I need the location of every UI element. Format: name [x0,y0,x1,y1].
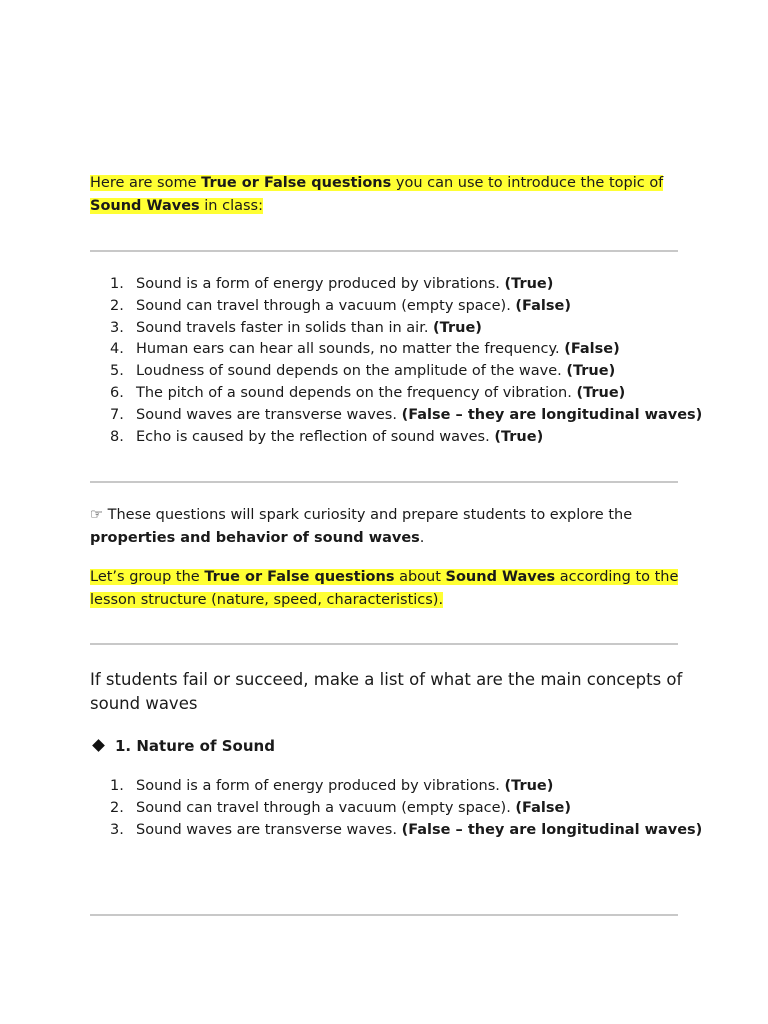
item-text: The pitch of a sound depends on the frequency of vibration. [136,384,577,401]
intro-bold-questions: True or False questions [201,175,392,191]
list-item [90,296,690,318]
item-number: 3. [110,821,124,838]
item-answer: (False – they are longitudinal waves) [401,821,703,838]
spark-bold: properties and behavior of sound waves [90,530,420,546]
item-number: 6. [110,384,124,401]
horizontal-rule [90,250,678,252]
item-answer: (True) [504,778,554,794]
list-item [90,318,690,340]
item-number: 1. [110,778,124,794]
item-text: Loudness of sound depends on the amplitude of the wave. [136,363,567,380]
item-text: Sound is a form of energy produced by vibrations. [136,276,505,292]
list-item [90,274,690,296]
pointing-hand-icon: ☞ [90,507,103,523]
intro-bold-topic: Sound Waves [90,198,200,214]
item-answer: (True) [504,276,554,292]
item-text: Human ears can hear all sounds, no matter the frequency. [136,341,565,358]
concepts-heading: If students fail or succeed, make a list of what are the main concepts of sound waves [90,670,683,713]
item-number: 4. [110,341,124,358]
questions-list [90,274,703,448]
item-answer: (True) [576,384,626,401]
item-number: 7. [110,406,124,423]
item-text: Sound waves are transverse waves. [136,406,402,423]
item-number: 2. [110,297,124,314]
section-title: 1. Nature of Sound [115,737,275,755]
item-text: Sound can travel through a vacuum (empty space). [136,799,516,816]
intro-highlight [90,175,663,214]
item-answer: (True) [566,363,616,380]
intro-text: in class: [199,198,263,214]
spark-text: . [419,530,425,546]
list-item [90,427,690,449]
item-answer: (False) [515,297,571,314]
list-item [90,383,690,405]
item-text: Sound travels faster in solids than in air. [136,319,434,336]
group-text: according to the lesson structure (nature, speed, characteristics). [90,569,679,608]
item-answer: (True) [433,319,482,336]
list-item [90,361,690,383]
item-text: Sound is a form of energy produced by vibrations. [136,778,505,794]
list-item [90,339,690,361]
horizontal-rule [90,914,678,916]
list-item [90,776,690,798]
item-number: 5. [110,363,124,380]
spark-paragraph [90,504,680,550]
horizontal-rule [90,643,678,645]
item-answer: (False) [564,341,620,358]
section-heading [90,735,275,757]
horizontal-rule [90,481,678,483]
intro-text: Here are some [90,175,202,191]
item-answer: (False) [515,799,571,816]
group-paragraph [90,566,680,612]
section-list [90,776,703,841]
item-answer: (True) [494,428,544,445]
item-number: 1. [110,276,124,292]
spark-text: These questions will spark curiosity and prepare students to explore the [103,507,633,523]
list-item [90,405,703,427]
diamond-bullet-icon [92,739,105,752]
item-text: Sound can travel through a vacuum (empty space). [136,297,516,314]
intro-paragraph [90,172,680,218]
list-item [90,798,690,820]
item-text: Echo is caused by the reflection of sound waves. [136,428,495,445]
item-number: 2. [110,799,124,816]
group-text: Let’s group the [90,569,205,585]
item-number: 8. [110,428,124,445]
group-bold-topic: Sound Waves [445,569,556,585]
group-bold-questions: True or False questions [204,569,395,585]
intro-text: you can use to introduce the topic of [391,175,664,191]
item-text: Sound waves are transverse waves. [136,821,402,838]
item-number: 3. [110,319,124,336]
list-item [90,820,703,842]
group-text: about [394,569,446,585]
group-highlight [90,569,678,608]
item-answer: (False – they are longitudinal waves) [401,406,703,423]
